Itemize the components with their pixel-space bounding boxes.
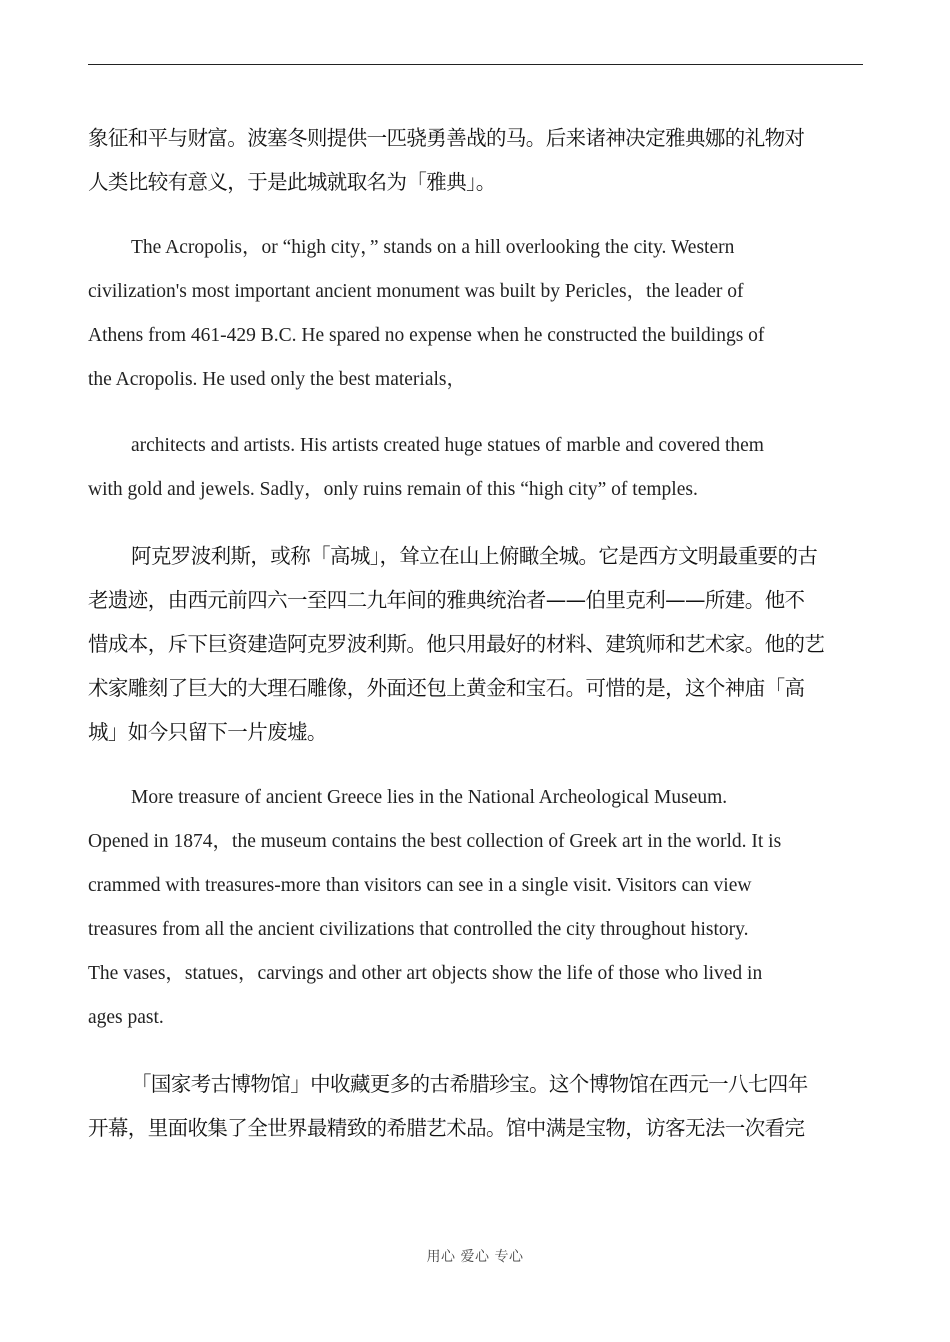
text-line: 开幕，里面收集了全世界最精致的希腊艺术品。馆中满是宝物，访客无法一次看完 [88, 1116, 805, 1140]
text-line: 老遗迹，由西元前四六一至四二九年间的雅典统治者——伯里克利——所建。他不 [88, 588, 805, 612]
header-rule [88, 64, 863, 65]
text-line: More treasure of ancient Greece lies in the National Archeological Museum. [131, 787, 728, 808]
text-line: 惜成本，斥下巨资建造阿克罗波利斯。他只用最好的材料、建筑师和艺术家。他的艺 [88, 632, 825, 656]
page-footer: 用心 爱心 专心 [426, 1249, 524, 1265]
paragraph-zh-1 [88, 116, 864, 204]
text-line: architects and artists. His artists created huge statues of marble and covered them [131, 435, 764, 456]
document-body [88, 116, 864, 1150]
text-line: crammed with treasures-more than visitors can see in a single visit. Visitors can view [88, 875, 752, 896]
text-line: 人类比较有意义，于是此城就取名为「雅典」。 [88, 170, 496, 194]
paragraph-zh-2 [88, 534, 864, 754]
paragraph-en-2 [88, 424, 864, 512]
text-line: Athens from 461-429 B.C. He spared no expense when he constructed the buildings of [88, 325, 765, 346]
paragraph-zh-3 [88, 1062, 864, 1150]
text-line: 象征和平与财富。波塞冬则提供一匹骁勇善战的马。后来诸神决定雅典娜的礼物对 [88, 126, 805, 150]
paragraph-en-3 [88, 776, 864, 1040]
text-line: 「国家考古博物馆」中收藏更多的古希腊珍宝。这个博物馆在西元一八七四年 [131, 1072, 808, 1096]
text-line: civilization's most important ancient monument was built by Pericles，the leader of [88, 281, 744, 302]
text-line: ages past. [88, 1007, 164, 1028]
text-line: 术家雕刻了巨大的大理石雕像，外面还包上黄金和宝石。可惜的是，这个神庙「高 [88, 676, 805, 700]
text-line: treasures from all the ancient civilizations that controlled the city throughout history. [88, 919, 749, 940]
text-line: Opened in 1874，the museum contains the best collection of Greek art in the world. It is [88, 831, 782, 852]
paragraph-en-1 [88, 226, 864, 402]
text-line: The Acropolis，or “high city，” stands on a hill overlooking the city. Western [131, 237, 735, 258]
text-line: the Acropolis. He used only the best materials， [88, 369, 467, 390]
text-line: 城」如今只留下一片废墟。 [88, 720, 327, 744]
text-line: with gold and jewels. Sadly，only ruins remain of this “high city” of temples. [88, 479, 698, 500]
text-line: The vases，statues，carvings and other art objects show the life of those who lived in [88, 963, 763, 984]
text-line: 阿克罗波利斯，或称「高城」，耸立在山上俯瞰全城。它是西方文明最重要的古 [131, 544, 818, 568]
